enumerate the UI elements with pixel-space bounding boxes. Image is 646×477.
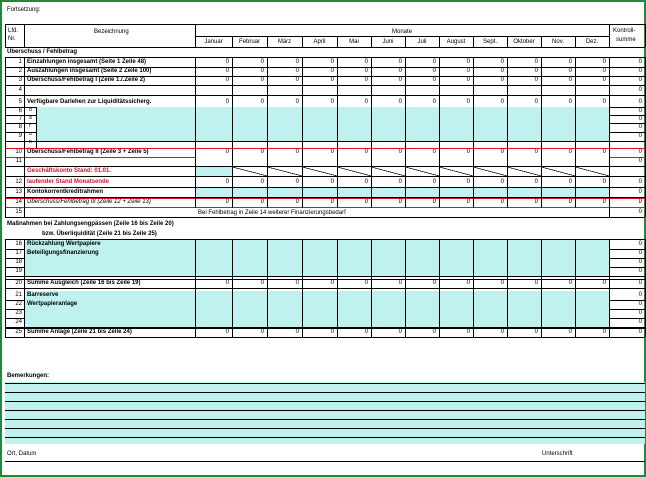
kontrollsumme-row-24: 0 — [638, 319, 642, 325]
cell-row-1-m2: 0 — [260, 59, 264, 65]
input-cell-row-6[interactable] — [36, 107, 609, 115]
cell-row-5-m5: 0 — [364, 99, 368, 105]
row-line — [5, 176, 645, 177]
kontrollsumme-row-12: 0 — [638, 179, 642, 185]
grid-line — [473, 239, 474, 337]
vertical-label-char: n — [29, 139, 32, 145]
cell-row-20-m3: 0 — [295, 280, 299, 286]
cell-row-12-m1: 0 — [225, 179, 229, 185]
kontrollsumme-row-8: 0 — [638, 124, 642, 130]
grid-line — [24, 57, 25, 217]
row-number-10: 10 — [15, 149, 22, 155]
nr-label: Nr. — [8, 36, 16, 42]
row-line — [5, 207, 645, 208]
cell-row-10-m1: 0 — [225, 149, 229, 155]
row-number-21: 21 — [15, 292, 22, 298]
grid-line — [267, 239, 268, 337]
row-number-7: 7 — [18, 116, 22, 122]
cell-row-10-m5: 0 — [364, 149, 368, 155]
cell-row-5-m8: 0 — [466, 99, 470, 105]
remarks-area[interactable] — [5, 382, 645, 444]
cell-row-20-m8: 0 — [466, 280, 470, 286]
cell-row-25-m12: 0 — [602, 329, 606, 335]
section-title-ueberliquiditaet: bzw. Überliquidität (Zeile 21 bis Zeile 25) — [42, 231, 157, 237]
kontrollsumme-row-6: 0 — [638, 108, 642, 114]
cell-row-3-m12: 0 — [602, 77, 606, 83]
grid-line — [5, 57, 6, 217]
row-number-5: 5 — [18, 99, 22, 105]
cell-row-14-m12: 0 — [602, 199, 606, 205]
cell-row-1-m1: 0 — [225, 59, 229, 65]
row-label-geschaeftskonto: Geschäftskonto Stand: 01.01. — [27, 168, 112, 174]
signature-line — [5, 461, 645, 462]
row-label-2: Auszahlungen insgesamt (Seite 2 Zeile 100) — [27, 68, 152, 74]
cell-row-14-m10: 0 — [534, 199, 538, 205]
grid-line — [5, 217, 645, 218]
remarks-line — [5, 428, 645, 429]
diagonal-mark — [337, 167, 371, 176]
cell-row-5-m1: 0 — [225, 99, 229, 105]
cell-row-2-m1: 0 — [225, 68, 229, 74]
cell-row-25-m5: 0 — [364, 329, 368, 335]
cell-row-20-m6: 0 — [398, 280, 402, 286]
grid-line — [507, 239, 508, 337]
kontrollsumme-row-2: 0 — [638, 68, 642, 74]
cell-row-20-m9: 0 — [500, 280, 504, 286]
cell-row-20-m5: 0 — [364, 280, 368, 286]
grid-line — [541, 57, 542, 208]
cell-row-10-m3: 0 — [295, 149, 299, 155]
cell-row-1-m10: 0 — [534, 59, 538, 65]
grid-line — [507, 57, 508, 208]
cell-row-25-m3: 0 — [295, 329, 299, 335]
cell-row-2-m7: 0 — [432, 68, 436, 74]
cell-row-20-m11: 0 — [568, 280, 572, 286]
sum-line-top — [5, 328, 645, 329]
month-header-1: Januar — [204, 39, 223, 45]
row-label-17: Beteiligungsfinanzierung — [27, 250, 99, 256]
remarks-line — [5, 437, 645, 438]
month-header-2: Februar — [238, 39, 260, 45]
row-label-25: Summe Anlage (Zeile 21 bis Zeile 24) — [27, 329, 132, 335]
kontrollsumme-row-13: 0 — [638, 189, 642, 195]
cell-row-3-m1: 0 — [225, 77, 229, 83]
input-row-22[interactable] — [24, 300, 609, 309]
cell-row-2-m6: 0 — [398, 68, 402, 74]
vertical-label-char: d — [29, 107, 32, 113]
cell-row-14-m3: 0 — [295, 199, 299, 205]
grid-line — [439, 57, 440, 208]
kontrollsumme-row-4: 0 — [638, 87, 642, 93]
grid-line — [232, 57, 233, 208]
row-number-9: 9 — [18, 133, 22, 139]
cell-row-12-m11: 0 — [568, 179, 572, 185]
kontrollsumme-row-16: 0 — [638, 241, 642, 247]
row-number-19: 19 — [15, 268, 22, 274]
grid-line — [541, 239, 542, 337]
row-line-top — [5, 148, 645, 149]
remarks-line — [5, 401, 645, 402]
grid-line — [195, 57, 196, 208]
row-label-13: Kontokorrentkreditrahmen — [27, 189, 104, 195]
kontroll-header: Kontroll- — [613, 28, 636, 34]
input-cell-row-9[interactable] — [36, 132, 609, 141]
grid-line — [5, 239, 6, 337]
cell-row-3-m5: 0 — [364, 77, 368, 83]
start-balance-input[interactable] — [195, 167, 232, 176]
cell-row-2-m8: 0 — [466, 68, 470, 74]
input-row-18[interactable] — [24, 258, 609, 267]
kontrollsumme-row-18: 0 — [638, 259, 642, 265]
cell-row-20-m4: 0 — [330, 280, 334, 286]
diagonal-mark — [439, 167, 473, 176]
grid-line — [267, 57, 268, 208]
cell-row-5-m9: 0 — [500, 99, 504, 105]
row-line — [5, 95, 645, 96]
grid-line — [405, 57, 406, 208]
monate-header: Monate — [392, 29, 413, 35]
row-number-23: 23 — [15, 310, 22, 316]
month-header-11: Nov. — [552, 39, 564, 45]
cell-row-20-m1: 0 — [225, 280, 229, 286]
cell-row-14-m7: 0 — [432, 199, 436, 205]
cell-row-5-m7: 0 — [432, 99, 436, 105]
cell-row-3-m11: 0 — [568, 77, 572, 83]
grid-line — [5, 24, 645, 25]
cell-row-5-m3: 0 — [295, 99, 299, 105]
row-label-1: Einzahlungen insgesamt (Seite 1 Zeile 48) — [27, 59, 147, 65]
cell-row-2-m4: 0 — [330, 68, 334, 74]
cell-row-10-m12: 0 — [602, 149, 606, 155]
row-number-17: 17 — [15, 250, 22, 256]
month-header-4: April — [313, 39, 326, 45]
cell-row-20-m12: 0 — [602, 280, 606, 286]
grid-line — [5, 276, 645, 277]
grid-line — [195, 239, 196, 337]
grid-line — [5, 47, 645, 48]
month-header-12: Dez. — [585, 39, 599, 45]
cell-row-3-m2: 0 — [260, 77, 264, 83]
cell-row-3-m10: 0 — [534, 77, 538, 83]
grid-line — [195, 36, 609, 37]
cell-row-10-m10: 0 — [534, 149, 538, 155]
row-label-10: Überschuss/Fehlbetrag II (Zeile 3 + Zeile 5) — [27, 149, 149, 155]
kontrollsumme-row-1: 0 — [638, 59, 642, 65]
cell-row-1-m7: 0 — [432, 59, 436, 65]
row-number-11: 11 — [15, 158, 22, 164]
cell-row-20-m10: 0 — [534, 280, 538, 286]
grid-line — [371, 57, 372, 208]
kontrollsumme-row-22: 0 — [638, 301, 642, 307]
cell-row-3-m3: 0 — [295, 77, 299, 83]
grid-line — [371, 239, 372, 337]
cell-row-25-m10: 0 — [534, 329, 538, 335]
cell-row-12-m10: 0 — [534, 179, 538, 185]
diagonal-mark — [232, 167, 267, 176]
blank-row-4 — [24, 86, 609, 95]
input-row-23[interactable] — [24, 309, 609, 318]
grid-line — [337, 57, 338, 208]
row-number-13: 13 — [15, 189, 22, 195]
row-label-12: laufender Stand Monatsende — [27, 179, 110, 185]
cell-row-1-m12: 0 — [602, 59, 606, 65]
cell-row-25-m1: 0 — [225, 329, 229, 335]
diagonal-mark — [302, 167, 337, 176]
grid-line — [609, 57, 610, 217]
cell-row-5-m12: 0 — [602, 99, 606, 105]
grid-line — [575, 57, 576, 208]
grid-line — [232, 239, 233, 337]
cell-row-25-m4: 0 — [330, 329, 334, 335]
diagonal-mark — [371, 167, 405, 176]
cell-row-12-m2: 0 — [260, 179, 264, 185]
cell-row-5-m11: 0 — [568, 99, 572, 105]
row-number-25: 25 — [15, 329, 22, 335]
cell-row-3-m7: 0 — [432, 77, 436, 83]
grid-line — [24, 24, 25, 47]
cell-row-14-m1: 0 — [225, 199, 229, 205]
diagonal-mark — [473, 167, 507, 176]
cell-row-25-m2: 0 — [260, 329, 264, 335]
cell-row-10-m6: 0 — [398, 149, 402, 155]
grid-line — [5, 288, 645, 289]
cell-row-1-m6: 0 — [398, 59, 402, 65]
unterschrift-label: Unterschrift — [542, 451, 573, 457]
cell-row-14-m5: 0 — [364, 199, 368, 205]
cell-row-1-m3: 0 — [295, 59, 299, 65]
diagonal-mark — [267, 167, 302, 176]
cell-row-2-m11: 0 — [568, 68, 572, 74]
cell-row-14-m8: 0 — [466, 199, 470, 205]
kontrollsumme-row-3: 0 — [638, 77, 642, 83]
grid-line — [473, 57, 474, 208]
input-cell-row-8[interactable] — [36, 123, 609, 132]
input-row-17[interactable] — [24, 249, 609, 258]
fortsetzung-label: Fortsetzung: — [7, 7, 41, 13]
cell-row-2-m12: 0 — [602, 68, 606, 74]
grid-line — [609, 24, 610, 47]
cell-row-1-m11: 0 — [568, 59, 572, 65]
cell-row-5-m6: 0 — [398, 99, 402, 105]
cell-row-2-m3: 0 — [295, 68, 299, 74]
kontrollsumme-row-23: 0 — [638, 310, 642, 316]
grid-line — [5, 24, 6, 47]
row-label-16: Rückzahlung Wertpapiere — [27, 241, 101, 247]
input-row-19[interactable] — [24, 267, 609, 276]
cell-row-1-m4: 0 — [330, 59, 334, 65]
row-number-18: 18 — [15, 259, 22, 265]
cell-row-25-m8: 0 — [466, 329, 470, 335]
cell-row-5-m4: 0 — [330, 99, 334, 105]
kontokorrent-input[interactable] — [195, 188, 609, 197]
cell-row-20-m2: 0 — [260, 280, 264, 286]
diagonal-mark — [507, 167, 541, 176]
kontrollsumme-row-19: 0 — [638, 268, 642, 274]
cell-row-1-m5: 0 — [364, 59, 368, 65]
cell-row-10-m2: 0 — [260, 149, 264, 155]
kontrollsumme-row-20: 0 — [638, 280, 642, 286]
cell-row-3-m8: 0 — [466, 77, 470, 83]
month-header-10: Oktober — [513, 39, 535, 45]
ort-datum-label: Ort, Datum — [7, 451, 37, 457]
grid-line — [609, 239, 610, 337]
input-row-24[interactable] — [24, 318, 609, 327]
grid-line — [405, 239, 406, 337]
kontrollsumme-row-5: 0 — [638, 99, 642, 105]
cell-row-2-m5: 0 — [364, 68, 368, 74]
remarks-line — [5, 392, 645, 393]
cell-row-12-m8: 0 — [466, 179, 470, 185]
month-header-8: August — [446, 39, 466, 45]
row-label-21: Barreserve — [27, 292, 59, 298]
summe-header: summe — [616, 37, 636, 43]
remarks-line — [5, 419, 645, 420]
blank-row-11 — [195, 157, 609, 166]
cell-row-25-m6: 0 — [398, 329, 402, 335]
diagonal-mark — [541, 167, 575, 176]
kontrollsumme-row-9: 0 — [638, 133, 642, 139]
cell-row-25-m7: 0 — [432, 329, 436, 335]
cell-row-10-m8: 0 — [466, 149, 470, 155]
cell-row-5-m2: 0 — [260, 99, 264, 105]
diagonal-mark — [405, 167, 439, 176]
row-number-8: 8 — [18, 124, 22, 130]
cell-row-2-m2: 0 — [260, 68, 264, 74]
diagonal-mark — [575, 167, 609, 176]
grid-line — [302, 57, 303, 208]
row15-note: Bei Fehlbetrag in Zeile 14 weiterer Finanzierungsbedarf — [198, 210, 346, 216]
cell-row-14-m11: 0 — [568, 199, 572, 205]
row-number-6: 6 — [18, 108, 22, 114]
cell-row-12-m12: 0 — [602, 179, 606, 185]
cell-row-10-m7: 0 — [432, 149, 436, 155]
row-line-top — [5, 198, 645, 199]
section-title-ueberschuss: Überschuss / Fehlbetrag — [7, 49, 78, 55]
cell-row-5-m10: 0 — [534, 99, 538, 105]
kontrollsumme-row-25: 0 — [638, 329, 642, 335]
cell-row-3-m9: 0 — [500, 77, 504, 83]
row-number-2: 2 — [18, 68, 22, 74]
grid-line — [24, 239, 25, 337]
row-number-15: 15 — [15, 209, 22, 215]
sum-line-top — [5, 279, 645, 280]
remarks-line — [5, 410, 645, 411]
month-header-9: Sept. — [482, 39, 497, 45]
cell-row-2-m9: 0 — [500, 68, 504, 74]
month-header-6: Juni — [382, 39, 394, 45]
section-title-massnahmen: Maßnahmen bei Zahlungsengpässen (Zeile 16 bis Zeile 20) — [7, 221, 174, 227]
row-number-22: 22 — [15, 301, 22, 307]
row-label-3: Überschuss/Fehlbetrag I (Zeile 1./.Zeile 2) — [27, 77, 146, 83]
cell-row-10-m4: 0 — [330, 149, 334, 155]
cell-row-2-m10: 0 — [534, 68, 538, 74]
remarks-line — [5, 383, 645, 384]
kontrollsumme-row-7: 0 — [638, 116, 642, 122]
kontrollsumme-row-14: 0 — [638, 199, 642, 205]
kontrollsumme-row-10: 0 — [638, 149, 642, 155]
vertical-label-char: a — [29, 115, 32, 121]
cell-row-10-m9: 0 — [500, 149, 504, 155]
row-label-5: Verfügbare Darlehen zur Liquiditätssicherg. — [27, 99, 152, 105]
cell-row-14-m9: 0 — [500, 199, 504, 205]
row-number-4: 4 — [18, 87, 22, 93]
grid-line — [439, 239, 440, 337]
cell-row-12-m6: 0 — [398, 179, 402, 185]
kontrollsumme-row-11: 0 — [638, 158, 642, 164]
bezeichnung-header: Bezeichnung — [94, 29, 129, 35]
input-row-16[interactable] — [24, 240, 609, 249]
grid-line — [337, 239, 338, 337]
cell-row-12-m3: 0 — [295, 179, 299, 185]
input-cell-row-7[interactable] — [36, 115, 609, 123]
month-header-7: Juli — [417, 39, 427, 45]
kontrollsumme-row-21: 0 — [638, 292, 642, 298]
cell-row-1-m9: 0 — [500, 59, 504, 65]
row-number-24: 24 — [15, 319, 22, 325]
kontrollsumme-row-17: 0 — [638, 250, 642, 256]
cell-row-3-m4: 0 — [330, 77, 334, 83]
lfd-label: Lfd. — [8, 28, 19, 34]
vertical-label-char: u — [29, 131, 32, 137]
grid-line — [5, 337, 645, 338]
bemerkungen-label: Bemerkungen: — [7, 373, 50, 379]
row-number-12: 12 — [15, 179, 22, 185]
cell-row-14-m2: 0 — [260, 199, 264, 205]
cell-row-25-m11: 0 — [568, 329, 572, 335]
input-row-21[interactable] — [24, 291, 609, 300]
row-number-16: 16 — [15, 241, 22, 247]
grid-line — [302, 239, 303, 337]
row-number-14: 14 — [15, 199, 22, 205]
grid-line — [575, 239, 576, 337]
cell-row-12-m5: 0 — [364, 179, 368, 185]
cell-row-10-m11: 0 — [568, 149, 572, 155]
row-label-14: Überschuss/Fehlbetrag III (Zeile 12 + Zeile 13) — [27, 199, 151, 205]
month-header-5: Mai — [349, 39, 359, 45]
row-line — [5, 141, 645, 142]
cell-row-14-m6: 0 — [398, 199, 402, 205]
cell-row-20-m7: 0 — [432, 280, 436, 286]
cell-row-14-m4: 0 — [330, 199, 334, 205]
cell-row-12-m7: 0 — [432, 179, 436, 185]
cell-row-25-m9: 0 — [500, 329, 504, 335]
row-label-20: Summe Ausgleich (Zeile 16 bis Zeile 19) — [27, 280, 141, 286]
row-number-20: 20 — [15, 280, 22, 286]
month-header-3: März — [277, 39, 292, 45]
row-number-1: 1 — [18, 59, 22, 65]
cell-row-12-m9: 0 — [500, 179, 504, 185]
cell-row-1-m8: 0 — [466, 59, 470, 65]
cell-row-12-m4: 0 — [330, 179, 334, 185]
row-label-22: Wertpapieranlage — [27, 301, 78, 307]
vertical-label-char: r — [29, 123, 31, 129]
row-number-3: 3 — [18, 77, 22, 83]
grid-line — [36, 107, 37, 148]
cell-row-3-m6: 0 — [398, 77, 402, 83]
kontrollsumme-row-15: 0 — [638, 209, 642, 215]
